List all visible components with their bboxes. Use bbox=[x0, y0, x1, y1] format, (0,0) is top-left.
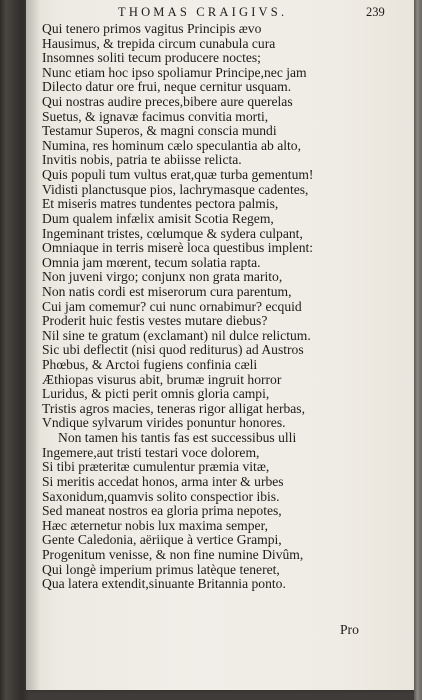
verse-line: Ingemere,aut tristi testari voce dolorem, bbox=[42, 444, 260, 460]
verse-line: Qui longè imperium primus latèque teneret, bbox=[42, 561, 280, 577]
verse-line: Luridus, & picti perit omnis gloria campi, bbox=[42, 386, 270, 402]
verse-line: Insomnes soliti tecum producere noctes; bbox=[42, 50, 261, 66]
verse-line: Dum qualem infælix amisit Scotia Regem, bbox=[42, 210, 274, 226]
verse-line: Suetus, & ignavæ facimus convitia morti, bbox=[42, 108, 269, 124]
verse-line: Invitis nobis, patria te abiisse relicta. bbox=[42, 152, 242, 168]
page-edge-right bbox=[414, 0, 422, 700]
verse-line: Tristis agros macies, teneras rigor alligat herbas, bbox=[42, 400, 306, 416]
verse-line: Hæc æternetur nobis lux maxima semper, bbox=[42, 517, 268, 533]
verse-line: Qui tenero primos vagitus Principis ævo bbox=[42, 21, 262, 36]
verse-text-block bbox=[42, 22, 408, 592]
book-page bbox=[26, 0, 415, 690]
verse-line: Quis populi tum vultus erat,quæ turba gementum! bbox=[42, 167, 314, 183]
verse-line: Proderit huic festis vestes mutare diebus? bbox=[42, 313, 268, 329]
verse-line: Non juveni virgo; conjunx non grata marito, bbox=[42, 269, 283, 285]
verse-line: Hausimus, & trepida circum cunabula cura bbox=[42, 35, 276, 51]
verse-line: Vndique sylvarum virides ponuntur honores. bbox=[42, 415, 286, 431]
verse-line: Si meritis accedat honos, arma inter & urbes bbox=[42, 473, 284, 489]
spine-shadow bbox=[26, 0, 40, 690]
verse-line: Non tamen his tantis fas est successibus ulli bbox=[58, 430, 297, 446]
verse-line: Gente Caledonia, aëriique à vertice Grampi, bbox=[42, 532, 282, 548]
verse-line: Sed maneat nostros ea gloria prima nepotes, bbox=[42, 503, 282, 519]
verse-line: Testamur Superos, & magni conscia mundi bbox=[42, 123, 277, 139]
verse-line: Phœbus, & Arctoi fugiens confinia cæli bbox=[42, 357, 258, 373]
verse-line: Si tibi præteritæ cumulentur præmia vitæ, bbox=[42, 459, 270, 475]
verse-line: Non natis cordi est miserorum cura parentum, bbox=[42, 283, 292, 299]
verse-line: Æthiopas visurus abit, brumæ ingruit horror bbox=[42, 371, 282, 387]
verse-line: Saxonidum,quamvis solito conspectior ibis. bbox=[42, 488, 280, 504]
catchword: Pro bbox=[340, 622, 359, 637]
verse-line: Progenitum venisse, & non fine numine Divûm, bbox=[42, 546, 304, 562]
verse-line: Sic ubi deflectit (nisi quod rediturus) ad Austros bbox=[42, 342, 304, 358]
verse-line: Nunc etiam hoc ipso spoliamur Principe,nec jam bbox=[42, 64, 307, 80]
verse-line: Ingeminant tristes, cœlumque & sydera culpant, bbox=[42, 225, 303, 241]
verse-line: Dilecto datur ore frui, neque cernitur usquam. bbox=[42, 79, 292, 95]
verse-line: Numina, res hominum cælo speculantia ab alto, bbox=[42, 137, 301, 153]
verse-line: Et miseris matres tundentes pectora palmis, bbox=[42, 196, 279, 212]
verse-line: Nil sine te gratum (exclamant) nil dulce relictum. bbox=[42, 327, 311, 343]
verse-line: Cui jam comemur? cui nunc ornabimur? ecquid bbox=[42, 298, 302, 314]
page-number: 239 bbox=[366, 5, 385, 19]
page-header bbox=[26, 2, 414, 22]
verse-line: Omnia jam mœrent, tecum solatia rapta. bbox=[42, 254, 261, 270]
verse-line: Omniaque in terris miserè loca questibus implent: bbox=[42, 240, 314, 256]
running-title: THOMAS CRAIGIVS. bbox=[118, 5, 288, 19]
verse-line: Qui nostras audire preces,bibere aure querelas bbox=[42, 94, 293, 110]
verse-line: Qua latera extendit,sinuante Britannia ponto. bbox=[42, 576, 286, 592]
verse-line: Vidisti planctusque pios, lachrymasque cadentes, bbox=[42, 181, 309, 197]
